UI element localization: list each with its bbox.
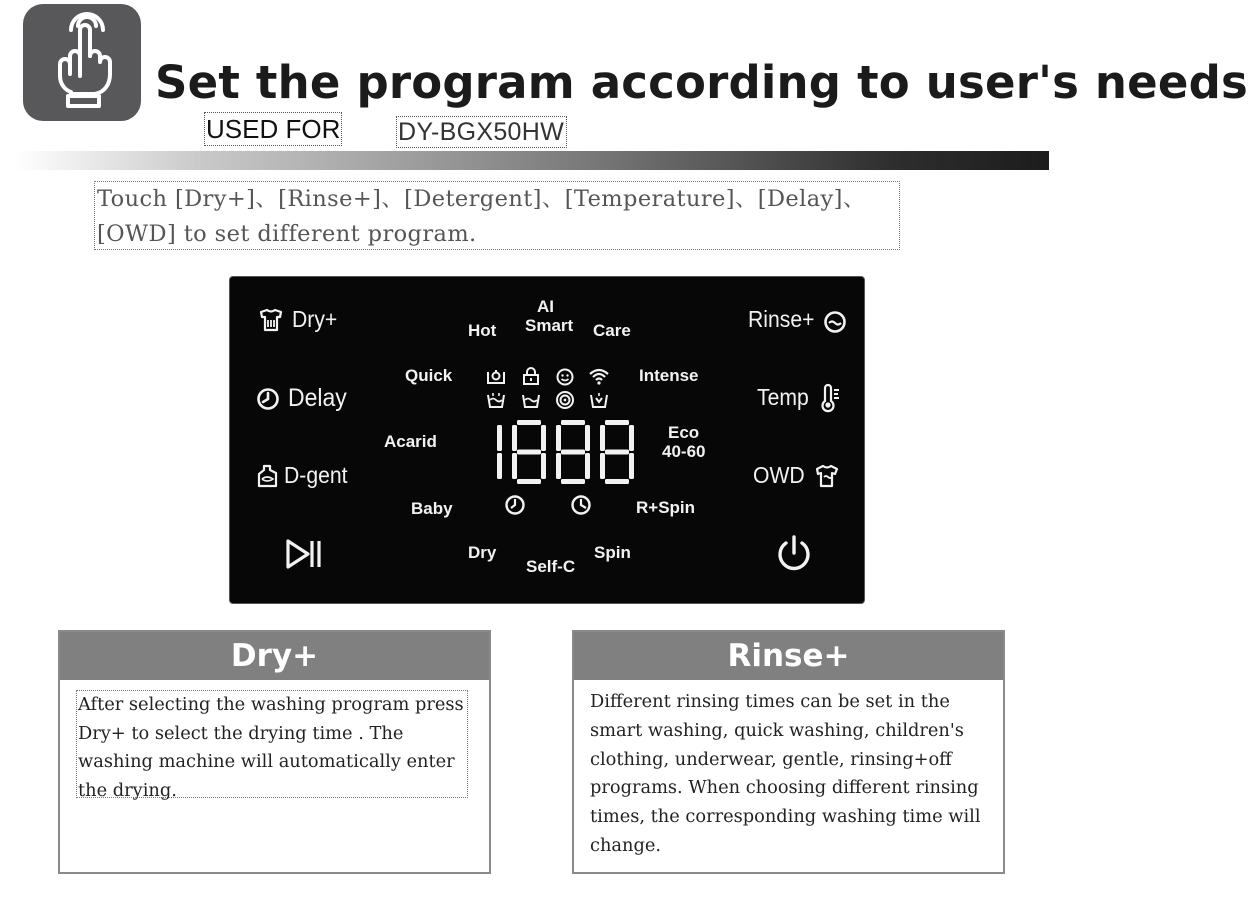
owd-icon <box>814 463 840 489</box>
dry-plus-button[interactable] <box>256 303 376 339</box>
dry-plus-card-body: After selecting the washing program press Dry+ to select the drying time . The washing machine will automatically enter the drying. <box>76 690 468 798</box>
program-acarid-label[interactable]: Acarid <box>384 432 437 451</box>
play-pause-icon <box>284 536 324 572</box>
child-lock-icon <box>521 366 541 386</box>
display-segment <box>561 450 585 455</box>
display-segment <box>517 450 541 455</box>
delay-clock-icon <box>504 494 526 516</box>
delay-label: Delay <box>288 384 347 412</box>
shirt-dry-icon <box>258 308 284 332</box>
display-segment <box>541 425 546 451</box>
logo-tile <box>23 4 141 121</box>
timer-clock-icon <box>570 494 592 516</box>
program-dry-label[interactable]: Dry <box>468 543 497 562</box>
program-smart-label[interactable]: Smart <box>525 316 574 335</box>
power-icon <box>774 533 814 573</box>
wash-icon <box>521 391 541 409</box>
display-segment <box>561 420 585 425</box>
program-care-label[interactable]: Care <box>593 321 631 340</box>
program-intense-label[interactable]: Intense <box>639 366 699 385</box>
wifi-icon <box>588 366 610 386</box>
display-segment <box>600 425 605 451</box>
program-eco-range-label[interactable]: 40-60 <box>662 442 706 461</box>
play-pause-button[interactable] <box>284 536 324 572</box>
program-self-clean-label[interactable]: Self-C <box>526 557 576 576</box>
program-spin-label[interactable]: Spin <box>594 543 631 562</box>
detergent-bottle-icon <box>256 463 280 489</box>
power-button[interactable] <box>774 533 814 573</box>
rinse-plus-button[interactable] <box>747 303 857 339</box>
display-segment <box>556 425 561 451</box>
page-title: Set the program according to user's needs <box>155 56 1248 109</box>
rinse-plus-label: Rinse+ <box>748 306 815 332</box>
display-segment <box>497 453 502 479</box>
display-segment <box>512 453 517 479</box>
display-segment <box>605 420 629 425</box>
program-baby-label[interactable]: Baby <box>411 499 453 518</box>
display-segment <box>517 420 541 425</box>
drain-icon <box>589 391 609 409</box>
smile-icon <box>555 366 575 386</box>
control-panel <box>229 276 865 604</box>
temp-button[interactable] <box>756 381 856 417</box>
owd-button[interactable] <box>752 459 852 495</box>
display-segment <box>629 453 634 479</box>
display-segment <box>561 479 585 484</box>
rinse-plus-card-title: Rinse+ <box>574 632 1003 680</box>
display-segment <box>605 479 629 484</box>
time-display <box>466 417 636 489</box>
door-lock-icon <box>486 367 506 385</box>
temp-label: Temp <box>757 384 809 410</box>
program-rspin-label[interactable]: R+Spin <box>636 498 696 517</box>
detergent-button[interactable] <box>254 459 384 495</box>
display-segment <box>585 453 590 479</box>
display-segment <box>629 425 634 451</box>
display-segment <box>517 479 541 484</box>
owd-label: OWD <box>753 462 805 488</box>
display-segment <box>600 453 605 479</box>
display-segment <box>556 453 561 479</box>
rinse-icon <box>823 310 847 334</box>
program-quick-label[interactable]: Quick <box>405 366 453 385</box>
detergent-label: D-gent <box>284 462 348 488</box>
dry-plus-card <box>58 630 491 874</box>
touch-hand-icon <box>23 4 141 121</box>
intro-text: Touch [Dry+]、[Rinse+]、[Detergent]、[Temperature]、[Delay]、[OWD] to set different program. <box>94 181 900 250</box>
display-segment <box>541 453 546 479</box>
thermometer-icon <box>818 385 842 413</box>
dry-plus-label: Dry+ <box>292 306 338 332</box>
program-eco-label[interactable]: Eco <box>668 423 700 442</box>
rinse-spiral-icon <box>555 390 575 410</box>
dry-plus-card-title: Dry+ <box>60 632 489 680</box>
program-hot-label[interactable]: Hot <box>468 321 497 340</box>
rinse-plus-card-body: Different rinsing times can be set in the smart washing, quick washing, children's clothing, underwear, gentle, rinsing+off programs. When choosing different rinsing times, the corresponding washing time will change. <box>590 691 981 856</box>
display-segment <box>497 425 502 451</box>
used-for-label: USED FOR <box>206 114 341 144</box>
program-ai-label[interactable]: AI <box>537 297 554 316</box>
display-segment <box>605 450 629 455</box>
rinse-plus-card <box>572 630 1005 874</box>
clock-icon <box>256 387 280 411</box>
prewash-icon <box>486 391 506 409</box>
display-segment <box>512 425 517 451</box>
delay-button[interactable] <box>254 381 384 417</box>
header-divider <box>15 151 1049 170</box>
model-number: DY-BGX50HW <box>396 116 567 148</box>
display-segment <box>585 425 590 451</box>
